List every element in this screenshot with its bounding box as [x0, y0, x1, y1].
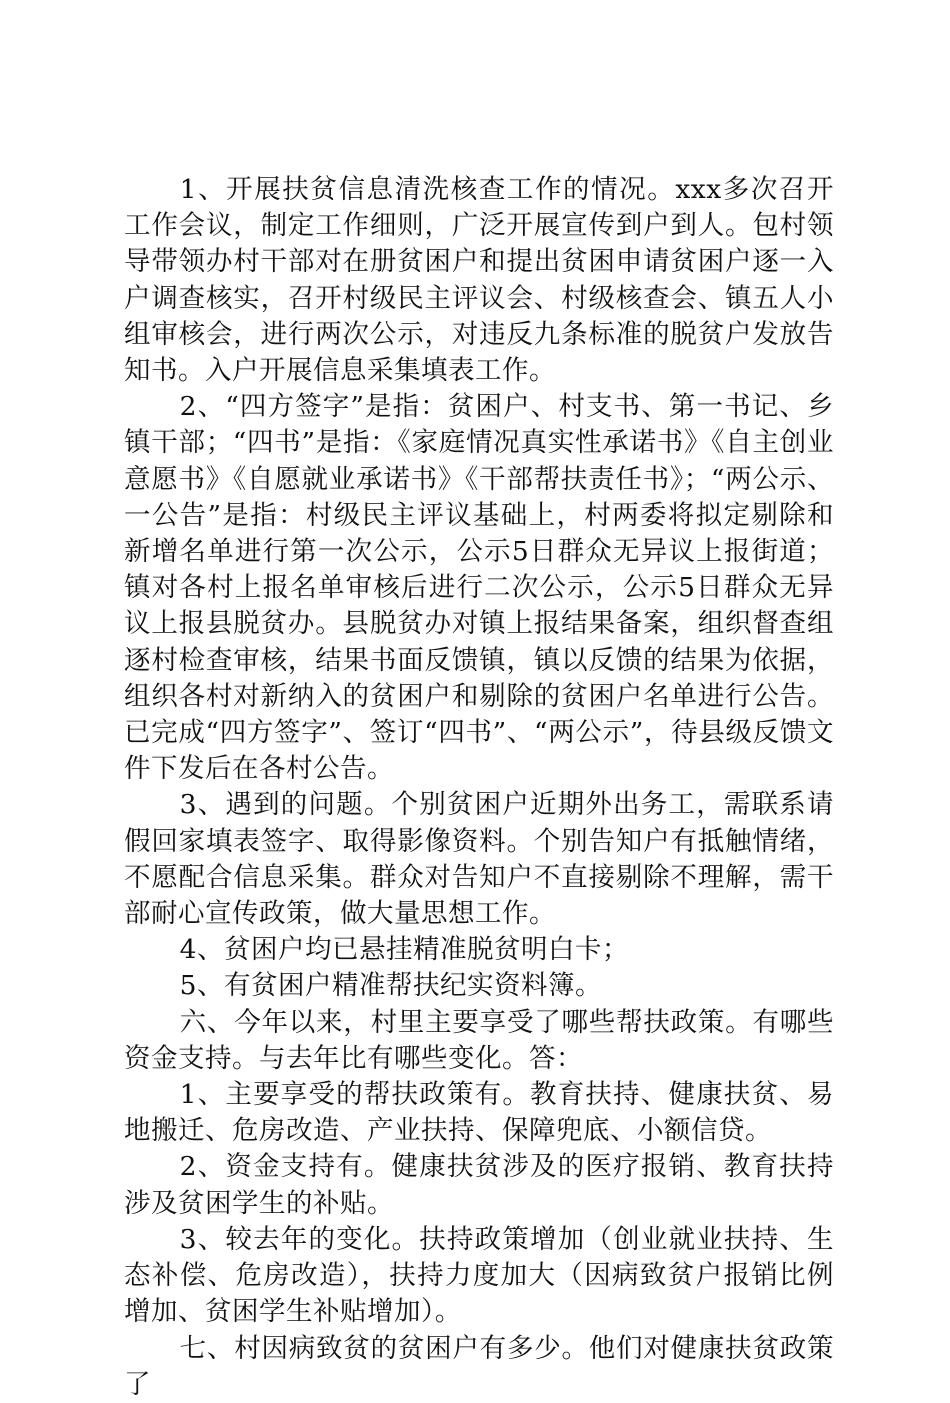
paragraph-6-1: 1、主要享受的帮扶政策有。教育扶持、健康扶贫、易地搬迁、危房改造、产业扶持、保障兜底、小额信贷。 — [124, 1079, 834, 1147]
paragraph-5: 5、有贫困户精准帮扶纪实资料簿。 — [179, 970, 603, 1002]
paragraph-1: 1、开展扶贫信息清洗核查工作的情况。xxx多次召开工作会议，制定工作细则，广泛开展宣传到户到人。包村领导带领办村干部对在册贫困户和提出贫困申请贫困户逐一入户调查核实，召开村级民主评议会、村级核查会、镇五人小组审核会，进行两次公示，对违反九条标准的脱贫户发放告知书。入户开展信息采集填表工作。 — [124, 174, 834, 387]
paragraph-6-2: 2、资金支持有。健康扶贫涉及的医疗报销、教育扶持涉及贫困学生的补贴。 — [124, 1151, 834, 1219]
paragraph-3: 3、遇到的问题。个别贫困户近期外出务工，需联系请假回家填表签字、取得影像资料。个别告知户有抵触情绪，不愿配合信息采集。群众对告知户不直接剔除不理解，需干部耐心宣传政策，做大量思想工作。 — [124, 789, 834, 930]
document-body — [124, 172, 834, 1403]
paragraph-4: 4、贫困户均已悬挂精准脱贫明白卡； — [179, 934, 630, 966]
paragraph-2: 2、“四方签字”是指：贫困户、村支书、第一书记、乡镇干部；“四书”是指：《家庭情况真实性承诺书》《自主创业意愿书》《自愿就业承诺书》《干部帮扶责任书》；“两公示、一公告”是指：村级民主评议基础上，村两委将拟定剔除和新增名单进行第一次公示，公示5日群众无异议上报街道；镇对各村上报名单审核后进行二次公示，公示5日群众无异议上报县脱贫办。县脱贫办对镇上报结果备案，组织督查组逐村检查审核，结果书面反馈镇，镇以反馈的结果为依据，组织各村对新纳入的贫困户和剔除的贫困户名单进行公告。已完成“四方签字”、签订“四书”、“两公示”，待县级反馈文件下发后在各村公告。 — [124, 391, 834, 785]
section-7-heading: 七、村因病致贫的贫困户有多少。他们对健康扶贫政策了 — [124, 1332, 834, 1400]
section-6-heading: 六、今年以来，村里主要享受了哪些帮扶政策。有哪些资金支持。与去年比有哪些变化。答： — [124, 1006, 834, 1074]
paragraph-6-3: 3、较去年的变化。扶持政策增加（创业就业扶持、生态补偿、危房改造），扶持力度加大（因病致贫户报销比例增加、贫困学生补贴增加）。 — [124, 1223, 834, 1328]
